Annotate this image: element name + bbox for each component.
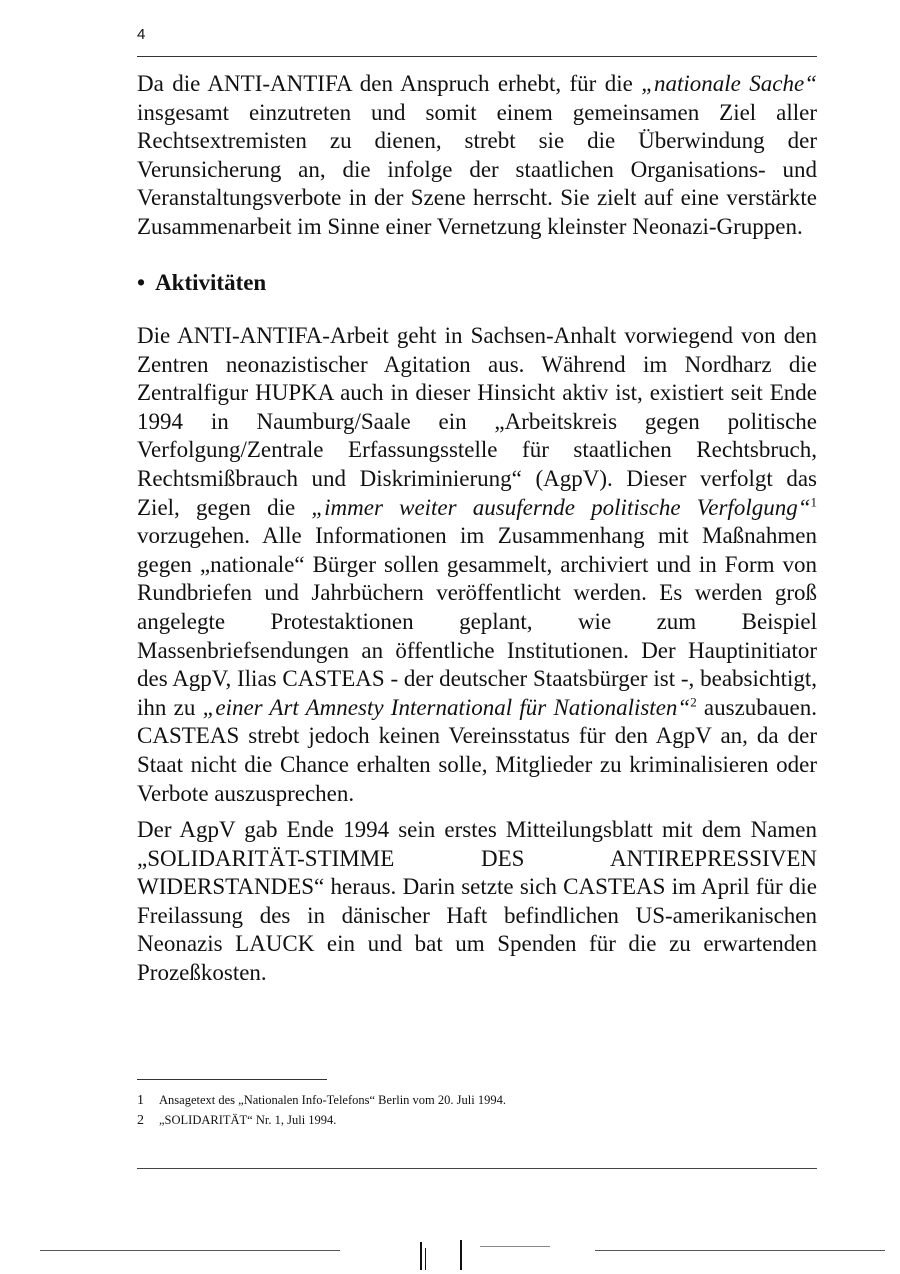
- scan-artifact-line: [480, 1246, 550, 1247]
- section-heading-text: Aktivitäten: [155, 270, 267, 295]
- footnote-rule: [137, 1079, 327, 1080]
- page-number: 4: [137, 26, 146, 43]
- bullet-icon: •: [137, 270, 146, 295]
- paragraph-activities-text-2: vorzugehen. Alle Informationen im Zusammenhang mit Maßnahmen gegen „nationale“ Bürger sollen gesammelt, archiviert und in Form von Rundbriefen und Jahrbüchern veröffentlicht werden. Es werden groß angelegte Protestaktionen geplant, wie zum Beispiel Massenbriefsendungen an öffentliche Institutionen. Der Hauptinitiator des AgpV, Ilias CASTEAS - der deutscher Staatsbürger ist -, beabsichtigt, ihn zu: [137, 523, 817, 720]
- footnote-ref-2[interactable]: 2: [690, 694, 697, 710]
- footnote-2-number: 2: [137, 1113, 144, 1128]
- footnote-1-number: 1: [137, 1093, 144, 1108]
- paragraph-activities-quote-1: „immer weiter ausufernde politische Verfolgung“: [311, 494, 811, 520]
- footnote-1: [137, 1093, 506, 1109]
- paragraph-intro: [137, 70, 817, 242]
- paragraph-activities-text-1: Die ANTI-ANTIFA-Arbeit geht in Sachsen-Anhalt vorwiegend von den Zentren neonazistischer Agitation aus. Während im Nordharz die Zentralfigur HUPKA auch in dieser Hinsicht aktiv ist, existiert seit Ende 1994 in Naumburg/Saale ein „Arbeitskreis gegen politische Verfolgung/Zentrale Erfassungsstelle für staatlichen Rechtsbruch, Rechtsmißbrauch und Diskriminierung“ (AgpV). Dieser verfolgt das Ziel, gegen die: [137, 323, 817, 520]
- section-heading: [137, 270, 266, 296]
- footnote-ref-1[interactable]: 1: [810, 493, 817, 509]
- scan-artifact-mark: [420, 1242, 422, 1270]
- footer-rule: [137, 1168, 817, 1169]
- scan-artifact-mark: [425, 1248, 426, 1270]
- scan-artifact-line: [595, 1250, 885, 1251]
- footnote-2-text: „SOLIDARITÄT“ Nr. 1, Juli 1994.: [159, 1113, 337, 1127]
- footnote-1-text: Ansagetext des „Nationalen Info-Telefons“ Berlin vom 20. Juli 1994.: [159, 1093, 506, 1107]
- paragraph-intro-text-1: Da die ANTI-ANTIFA den Anspruch erhebt, für die: [137, 71, 642, 96]
- paragraph-intro-text-2: insgesamt einzutreten und somit einem gemeinsamen Ziel aller Rechtsextremisten zu dienen, strebt sie die Überwindung der Verunsicherung an, die infolge der staatlichen Organisations- und Veranstaltungsverbote in der Szene herrscht. Sie zielt auf eine verstärkte Zusammenarbeit im Sinne einer Vernetzung kleinster Neonazi-Gruppen.: [137, 99, 817, 239]
- paragraph-intro-quote: „nationale Sache“: [641, 71, 817, 96]
- scan-artifact-mark: [460, 1240, 462, 1270]
- footnote-2: [137, 1113, 336, 1129]
- paragraph-activities-quote-2: „einer Art Amnesty International für Nationalisten“: [202, 694, 691, 720]
- header-rule: [137, 56, 817, 57]
- scan-artifact-line: [40, 1250, 340, 1251]
- paragraph-agpv: Der AgpV gab Ende 1994 sein erstes Mitteilungsblatt mit dem Namen „SOLIDARITÄT-STIMME DES ANTIREPRESSIVEN WIDERSTANDES“ heraus. Darin setzte sich CASTEAS im April für die Freilassung des in dänischer Haft befindlichen US-amerikanischen Neonazis LAUCK ein und bat um Spenden für die zu erwartenden Prozeßkosten.: [137, 817, 817, 985]
- paragraph-activities-text-3: auszubauen. CASTEAS strebt jedoch keinen Vereinsstatus für den AgpV an, da der Staat nicht die Chance erhalten solle, Mitglieder zu kriminalisieren oder Verbote auszusprechen.: [137, 694, 817, 806]
- paragraph-activities: [137, 322, 817, 808]
